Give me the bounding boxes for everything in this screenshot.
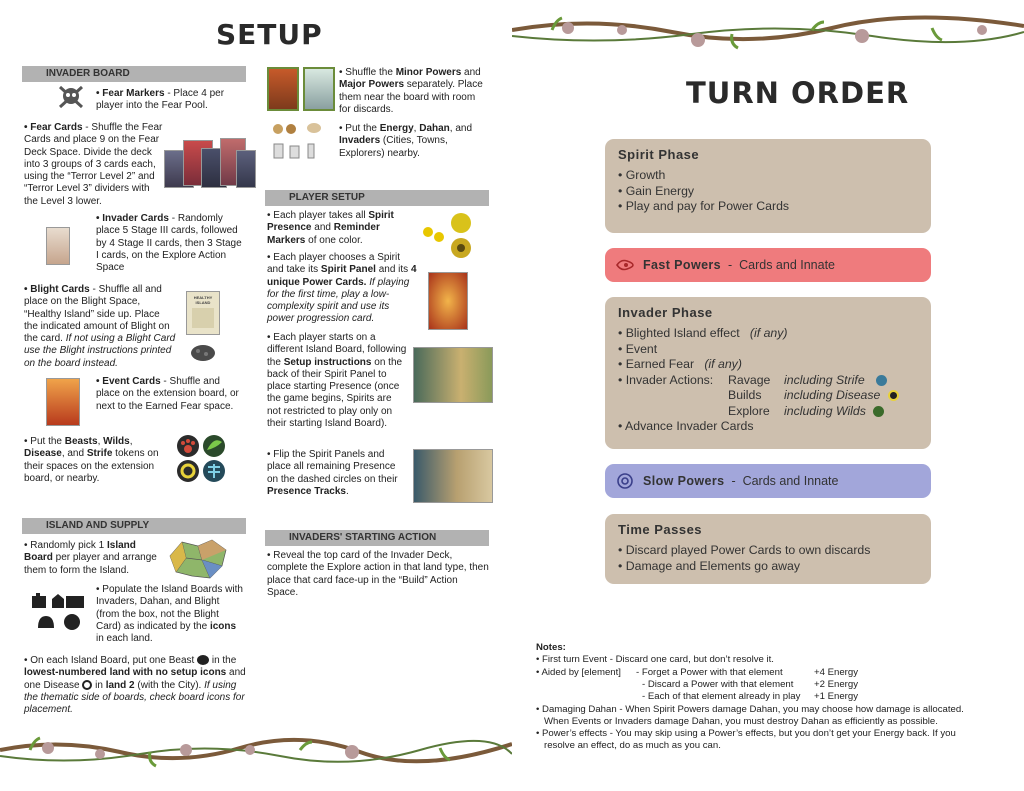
- island-beast-text: • On each Island Board, put one Beast in the lowest-numbered land with no setup icons and one Disease in land 2 (with the City). If using the thematic side of boards, check board icons for placement.: [24, 655, 246, 716]
- slow-powers-text: - Cards and Innate: [724, 474, 839, 488]
- invader-phase-box: [605, 297, 931, 449]
- slow-powers-bar: [605, 464, 931, 498]
- player-takes-text: • Each player takes all Spirit Presence and Reminder Markers of one color.: [267, 210, 394, 246]
- invader-phase-item: • Event: [618, 341, 658, 356]
- spirit-panel-front-image: [413, 449, 493, 503]
- spirit-card-image: [428, 272, 468, 330]
- fear-cards-text: • Fear Cards - Shuffle the Fear Cards and place 9 on the Fear Deck Space. Divide the deck into 3 groups of 3 cards each, using the “Terror Level 2” and “Terror Level 3” dividers with the Level 3 lower.: [24, 122, 163, 207]
- builds-note: including Disease: [784, 388, 881, 402]
- invader-phase-title: Invader Phase: [618, 305, 713, 320]
- energy-dahan-invader-icons: [272, 122, 328, 162]
- notes-aided-row: - Forget a Power with that element: [636, 666, 783, 678]
- ravage-label: Ravage: [728, 372, 771, 387]
- player-flip-text: • Flip the Spirit Panels and place all remaining Presence on the dashed circles on their Presence Tracks.: [267, 449, 398, 497]
- explore-label: Explore: [728, 403, 770, 418]
- wilds-icon: [873, 406, 884, 417]
- player-chooses-text: • Each player chooses a Spirit and take its Spirit Panel and its 4 unique Power Cards. If playing for the first time, play a low-complexity spirit and use its power progression card.: [267, 252, 417, 325]
- explorer-icon: [66, 596, 84, 608]
- island-map-image: [164, 536, 230, 582]
- tokens-icons: [176, 434, 228, 484]
- disease-icon: [888, 390, 899, 401]
- notes-aided-energy: +4 Energy: [814, 666, 859, 678]
- strife-icon: [876, 375, 887, 386]
- blight-cards-text: • Blight Cards - Shuffle all and place on the Blight Space, “Healthy Island” side up. Place the indicated amount of Blight on the card. If not using a Blight Card use the Blight instructions printed on the board instead.: [24, 284, 176, 369]
- disease-icon: [177, 460, 199, 482]
- powers-shuffle-text: • Shuffle the Minor Powers and Major Powers separately. Place them near the board with room for discards.: [339, 67, 483, 115]
- dahan-piece-icon: [307, 123, 321, 133]
- notes-aided-row: - Each of that element already in play: [642, 691, 801, 703]
- time-passes-box: [605, 514, 931, 584]
- fear-markers-text: • Fear Markers - Place 4 per player into the Fear Pool.: [96, 88, 225, 112]
- dahan-icon: [38, 616, 54, 628]
- invader-card-image: [46, 227, 70, 265]
- energy-token-icon: [273, 124, 296, 134]
- player-setup-header: PLAYER SETUP: [265, 190, 489, 206]
- spirit-phase-item: • Gain Energy: [618, 183, 695, 198]
- tokens-text: • Put the Beasts, Wilds, Disease, and Strife tokens on their spaces on the extension board, or nearby.: [24, 436, 159, 484]
- spirit-panel-back-image: [413, 347, 493, 403]
- player-starts-text: • Each player starts on a different Island Board, following the Setup instructions on the back of their Spirit Panel to place starting Presence (once the game begins, Spirits are not restricted to play only on their starting Island Board).: [267, 332, 407, 430]
- spirit-phase-box: [605, 139, 931, 233]
- spirit-phase-title: Spirit Phase: [618, 147, 700, 162]
- fast-power-icon: [615, 257, 635, 273]
- island-supply-header: ISLAND AND SUPPLY: [22, 518, 246, 534]
- invader-board-header: INVADER BOARD: [22, 66, 246, 82]
- starting-action-text: • Reveal the top card of the Invader Deck, complete the Explore action in that land type, then place that card face-up in the “Build” Action Space.: [267, 550, 489, 598]
- notes-aided-label: • Aided by [element]: [536, 666, 621, 678]
- fear-marker-icon: [58, 85, 84, 109]
- invader-dahan-icons: [30, 592, 86, 632]
- fast-powers-bar: [605, 248, 931, 282]
- time-passes-title: Time Passes: [618, 522, 703, 537]
- beast-icon: [197, 655, 209, 665]
- slow-powers-label: Slow Powers: [643, 474, 725, 488]
- invader-cards-text: • Invader Cards - Randomly place 5 Stage III cards, followed by 4 Stage II cards, then 3 Stage I cards, on the Explore Action Space: [96, 213, 242, 274]
- minor-power-card-image: [267, 67, 299, 111]
- event-cards-text: • Event Cards - Shuffle and place on the extension board, or next to the Earned Fear space.: [96, 376, 239, 412]
- builds-label: Builds: [728, 388, 762, 402]
- notes-powers-cont: resolve an effect, do as much as you can.: [544, 740, 721, 752]
- energy-text: • Put the Energy, Dahan, and Invaders (Cities, Towns, Explorers) nearby.: [339, 123, 473, 159]
- invader-builds-row: [618, 388, 918, 404]
- notes-aided-energy: +2 Energy: [814, 678, 859, 690]
- starting-action-header: INVADERS' STARTING ACTION: [265, 530, 489, 546]
- blight-token-icon: [190, 344, 216, 362]
- invader-explore-row: [618, 404, 918, 420]
- island-populate-text: • Populate the Island Boards with Invaders, Dahan, and Blight (from the box, not the Blight Card) as indicated by the icons in each land.: [96, 584, 243, 645]
- spirit-phase-item: • Growth: [618, 168, 666, 182]
- explore-note: including Wilds: [784, 403, 866, 418]
- strife-icon: [203, 460, 225, 482]
- vine-decoration-bottom-left: [0, 730, 512, 775]
- major-power-card-image: [303, 67, 335, 111]
- fast-powers-label: Fast Powers: [643, 258, 722, 272]
- event-card-image: [46, 378, 80, 426]
- time-passes-item: • Damage and Elements go away: [618, 558, 801, 573]
- notes-damaging-cont: When Events or Invaders damage Dahan, you must destroy Dahan as efficiently as possible.: [544, 715, 938, 727]
- time-passes-item: • Discard played Power Cards to own discards: [618, 543, 871, 557]
- presence-markers-icon: [420, 212, 476, 260]
- notes-aided-row: - Discard a Power with that element: [642, 678, 794, 690]
- town-icon: [52, 594, 64, 608]
- notes-aided-energy: +1 Energy: [814, 691, 859, 703]
- invader-phase-item: • Blighted Island effect (if any): [618, 326, 788, 340]
- notes-aided: [536, 667, 964, 704]
- fast-powers-text: - Cards and Innate: [721, 258, 835, 272]
- blight-icon: [64, 614, 80, 630]
- fear-card-image: [236, 150, 256, 188]
- blight-card-image: HEALTHY ISLAND: [186, 291, 220, 335]
- notes-first-turn: • First turn Event - Discard one card, but don’t resolve it.: [536, 654, 774, 666]
- invader-pieces-icon: [274, 144, 314, 158]
- notes-powers: • Power’s effects - You may skip using a Power’s effects, but you don’t get your Energy back. If you: [536, 728, 956, 740]
- invader-phase-item: • Advance Invader Cards: [618, 419, 754, 433]
- disease-icon: [82, 680, 92, 690]
- city-icon: [32, 593, 46, 608]
- ravage-note: including Strife: [784, 372, 865, 387]
- notes-title: Notes:: [536, 642, 566, 653]
- invader-phase-item: • Earned Fear (if any): [618, 357, 742, 371]
- island-pick-text: • Randomly pick 1 Island Board per player and arrange them to form the Island.: [24, 540, 157, 576]
- vine-decoration-top-right: [512, 10, 1024, 55]
- spirit-phase-item: • Play and pay for Power Cards: [618, 199, 790, 213]
- notes-damaging: • Damaging Dahan - When Spirit Powers damage Dahan, you may choose how damage is allocated.: [536, 703, 964, 715]
- invader-actions-row: • Invader Actions: Ravage including Strife: [618, 373, 918, 389]
- setup-title: SETUP: [216, 18, 323, 51]
- slow-power-icon: [615, 472, 635, 490]
- notes-section: [536, 642, 964, 753]
- beasts-icon: [177, 435, 199, 457]
- turn-order-title: TURN ORDER: [686, 76, 910, 110]
- wilds-icon: [203, 435, 225, 457]
